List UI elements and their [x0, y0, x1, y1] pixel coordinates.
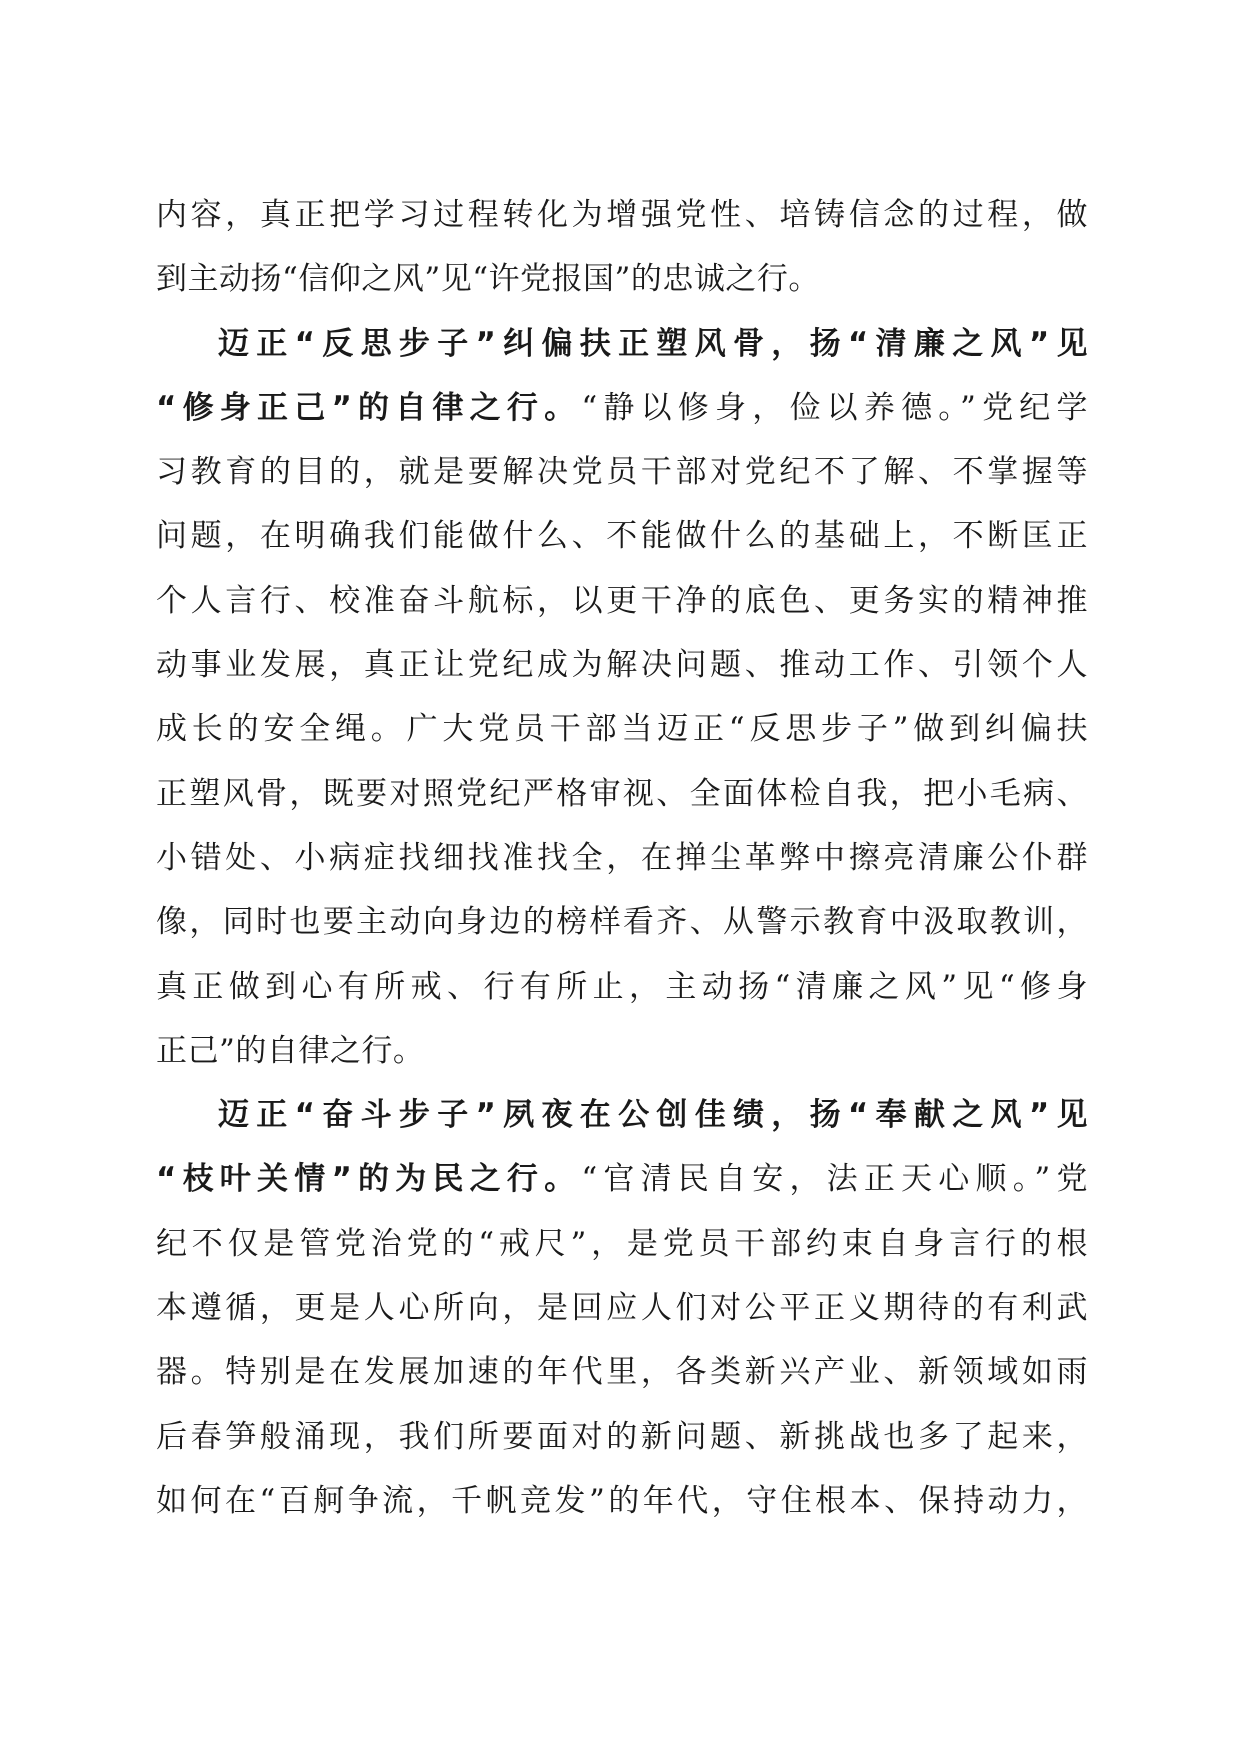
heading-text: 迈正“奋斗步子”夙夜在公创佳绩，扬“奉献之风”见: [218, 1097, 1088, 1134]
text-line: [156, 697, 1088, 761]
body-text: “静以修身，俭以养德。”党纪学: [581, 389, 1088, 426]
text-line: [156, 1276, 1088, 1340]
text-line: [156, 955, 1088, 1019]
paragraph-p3: [156, 1083, 1088, 1533]
text-line: [156, 504, 1088, 568]
heading-text: “修身正己”的自律之行。: [156, 389, 582, 426]
text-line: [156, 376, 1088, 440]
text-line: [156, 633, 1088, 697]
heading-text: “枝叶关情”的为民之行。: [156, 1161, 582, 1198]
body-text: 到主动扬“信仰之风”见“许党报国”的忠诚之行。: [156, 261, 820, 298]
body-text: 个人言行、校准奋斗航标，以更干净的底色、更务实的精神推: [156, 582, 1088, 619]
body-text: 内容，真正把学习过程转化为增强党性、培铸信念的过程，做: [156, 197, 1088, 233]
body-text: 纪不仅是管党治党的“戒尺”，是党员干部约束自身言行的根: [156, 1225, 1088, 1262]
body-text: 如何在“百舸争流，千帆竞发”的年代，守住根本、保持动力，: [156, 1482, 1088, 1519]
text-line: [156, 1083, 1088, 1147]
text-line: [156, 569, 1088, 633]
body-text: 小错处、小病症找细找准找全，在掸尘革弊中擦亮清廉公仆群: [156, 839, 1088, 876]
paragraph-p2: [156, 312, 1088, 1084]
body-text: 问题，在明确我们能做什么、不能做什么的基础上，不断匡正: [156, 518, 1088, 555]
body-text: 像，同时也要主动向身边的榜样看齐、从警示教育中汲取教训，: [156, 904, 1088, 941]
body-text: 动事业发展，真正让党纪成为解决问题、推动工作、引领个人: [156, 647, 1088, 684]
text-line: [156, 1405, 1088, 1469]
text-line: [156, 762, 1088, 826]
text-line: [156, 1469, 1088, 1533]
text-line: [156, 890, 1088, 954]
text-line: [156, 440, 1088, 504]
body-text: 后春笋般涌现，我们所要面对的新问题、新挑战也多了起来，: [156, 1418, 1088, 1455]
heading-text: 迈正“反思步子”纠偏扶正塑风骨，扬“清廉之风”见: [218, 325, 1088, 362]
body-text: 成长的安全绳。广大党员干部当迈正“反思步子”做到纠偏扶: [156, 711, 1088, 748]
body-text: 本遵循，更是人心所向，是回应人们对公平正义期待的有利武: [156, 1290, 1088, 1327]
body-text: 正己”的自律之行。: [156, 1032, 425, 1069]
body-text: 器。特别是在发展加速的年代里，各类新兴产业、新领域如雨: [156, 1354, 1088, 1391]
document-body: [156, 183, 1088, 1533]
body-text: “官清民自安，法正天心顺。”党: [581, 1161, 1088, 1198]
text-line: [156, 312, 1088, 376]
text-line: [156, 826, 1088, 890]
body-text: 习教育的目的，就是要解决党员干部对党纪不了解、不掌握等: [156, 454, 1088, 491]
text-line: [156, 183, 1088, 247]
body-text: 真正做到心有所戒、行有所止，主动扬“清廉之风”见“修身: [156, 968, 1088, 1005]
body-text: 正塑风骨，既要对照党纪严格审视、全面体检自我，把小毛病、: [156, 775, 1088, 812]
text-line: [156, 247, 1088, 311]
text-line: [156, 1212, 1088, 1276]
paragraph-p1: [156, 183, 1088, 312]
text-line: [156, 1147, 1088, 1211]
text-line: [156, 1019, 1088, 1083]
text-line: [156, 1340, 1088, 1404]
